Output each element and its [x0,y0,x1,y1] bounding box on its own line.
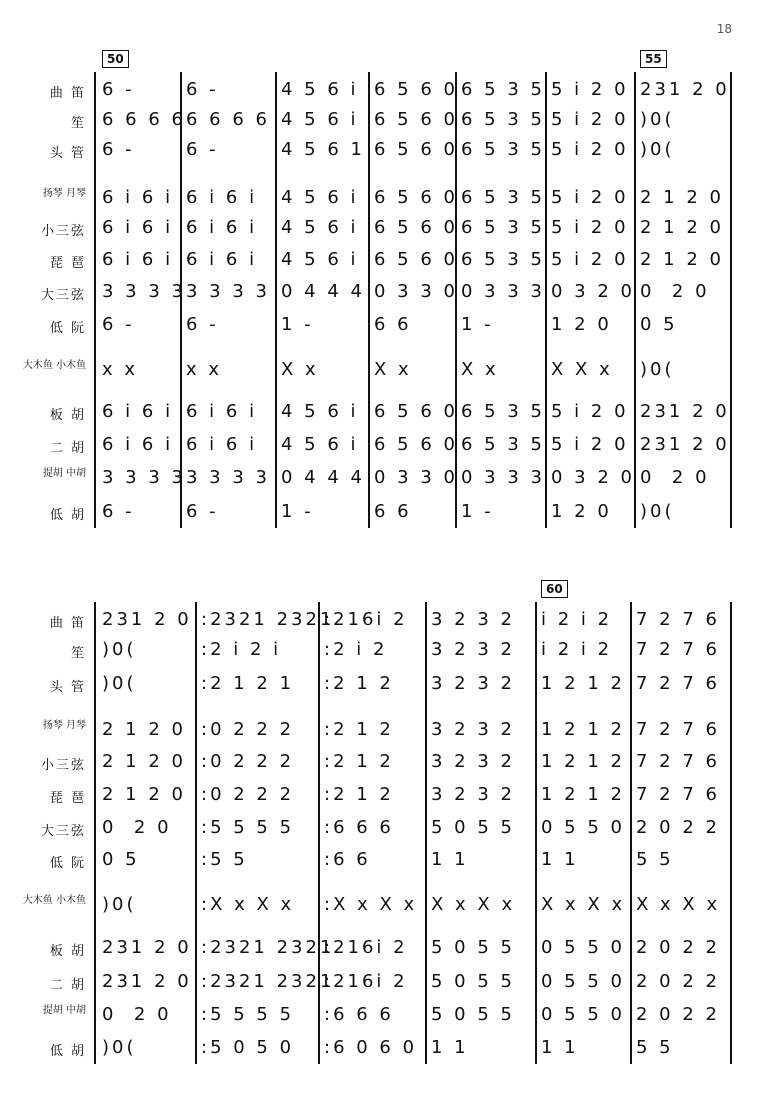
measure-notes: 2 0 2 2 [636,971,720,992]
measure-notes: 6 i 6 i [186,249,258,270]
measure-notes: 231 2 0 [102,937,192,958]
measure-notes: i 2 i 2 [541,609,613,630]
measure-notes: 1 1 [541,1037,579,1058]
instrument-label: 曲 笛 [49,616,86,631]
barline [730,72,732,528]
measure-notes: 6 - [186,79,219,100]
system-barline [94,72,96,528]
measure-notes: 6 5 3 5 [461,434,545,455]
measure-notes: 2 1 2 0 [640,249,724,270]
measure-notes: 3 2 3 2 [431,751,515,772]
instrument-label: 扬琴 月琴 [42,188,86,199]
measure-notes: 5 0 5 5 [431,817,515,838]
measure-notes: 0 5 [102,849,140,870]
measure-notes: x x [102,359,139,380]
measure-notes: 6 5 6 0 [374,79,458,100]
measure-notes: 231 2 0 [640,434,730,455]
instrument-label: 琵 琶 [49,791,86,806]
measure-notes: 2 1 2 0 [640,217,724,238]
rehearsal-mark: 60 [541,580,568,598]
measure-notes: :2321 2321 [201,971,335,992]
measure-notes: )0( [102,639,137,660]
measure-notes: )0( [102,894,137,915]
measure-notes: 5 i 2 0 [551,79,629,100]
measure-notes: 6 - [186,501,219,522]
measure-notes: )0( [640,501,675,522]
instrument-label: 扬琴 月琴 [42,720,86,731]
measure-notes: :2 1 2 [324,719,394,740]
rehearsal-mark: 55 [640,50,667,68]
measure-notes: 1 2 1 2 [541,673,625,694]
measure-notes: :0 2 2 2 [201,784,295,805]
measure-notes: 1 1 [431,849,469,870]
measure-notes: 231 2 0 [102,609,192,630]
measure-notes: 6 - [102,139,135,160]
instrument-label: 琵 琶 [49,256,86,271]
measure-notes: 5 i 2 0 [551,217,629,238]
instrument-label: 二 胡 [49,441,86,456]
measure-notes: :2321 2321 [201,609,335,630]
measure-notes: 4 5 6 i [281,401,359,422]
measure-notes: 6 5 6 0 [374,217,458,238]
measure-notes: :5 0 5 0 [201,1037,295,1058]
instrument-label: 低 阮 [49,321,86,336]
measure-notes: 231 2 0 [640,401,730,422]
measure-notes: 5 5 [636,849,674,870]
measure-notes: 2 0 2 2 [636,937,720,958]
measure-notes: 6 5 3 5 [461,401,545,422]
measure-notes: 6 - [102,501,135,522]
instrument-label: 头 管 [49,680,86,695]
measure-notes: 0 5 5 0 [541,937,625,958]
measure-notes: 0 2 0 [640,467,710,488]
measure-notes: :5 5 [201,849,248,870]
instrument-label: 大木鱼 小木鱼 [22,895,86,906]
measure-notes: 2 0 2 2 [636,1004,720,1025]
measure-notes: 6 5 3 5 [461,217,545,238]
measure-notes: 6 i 6 i [186,217,258,238]
measure-notes: 6 5 6 0 [374,109,458,130]
measure-notes: 0 3 2 0 [551,467,635,488]
measure-notes: 0 3 2 0 [551,281,635,302]
measure-notes: 0 2 0 [640,281,710,302]
measure-notes: 1 - [461,501,494,522]
measure-notes: 6 i 6 i [102,249,174,270]
measure-notes: 3 3 3 3 [102,281,186,302]
measure-notes: 6 i 6 i [186,434,258,455]
measure-notes: 6 - [102,79,135,100]
system-barline [94,602,96,1064]
measure-notes: 1 2 0 [551,501,612,522]
measure-notes: 231 2 0 [102,971,192,992]
measure-notes: 4 5 6 1 [281,139,365,160]
measure-notes: 0 5 5 0 [541,817,625,838]
measure-notes: 6 6 [374,314,412,335]
measure-notes: 0 4 4 4 [281,467,365,488]
measure-notes: 6 i 6 i [102,217,174,238]
measure-notes: 6 6 6 6 [186,109,270,130]
measure-notes: X x X x [541,894,626,915]
measure-notes: 6 i 6 i [186,187,258,208]
measure-notes: 1 - [281,314,314,335]
measure-notes: :X x X x [201,894,295,915]
measure-notes: 1 1 [431,1037,469,1058]
rehearsal-mark: 50 [102,50,129,68]
measure-notes: 4 5 6 i [281,434,359,455]
instrument-label: 大木鱼 小木鱼 [22,360,86,371]
instrument-label: 板 胡 [49,944,86,959]
measure-notes: 5 0 5 5 [431,937,515,958]
measure-notes: 6 5 6 0 [374,401,458,422]
measure-notes: :2 i 2 i [201,639,282,660]
measure-notes: 3 2 3 2 [431,609,515,630]
measure-notes: :2 i 2 [324,639,388,660]
measure-notes: :2321 2321 [201,937,335,958]
barline [535,602,537,1064]
measure-notes: 5 i 2 0 [551,249,629,270]
measure-notes: 2 1 2 0 [102,784,186,805]
instrument-label: 大三弦 [40,288,86,303]
instrument-label: 小三弦 [40,758,86,773]
measure-notes: 0 3 3 3 [461,467,545,488]
measure-notes: 6 5 6 0 [374,249,458,270]
measure-notes: 3 3 3 3 [186,281,270,302]
measure-notes: :0 2 2 2 [201,751,295,772]
measure-notes: 3 2 3 2 [431,673,515,694]
measure-notes: )0( [102,673,137,694]
measure-notes: 5 0 5 5 [431,1004,515,1025]
measure-notes: 3 2 3 2 [431,639,515,660]
measure-notes: :X x X x [324,894,418,915]
instrument-label: 头 管 [49,146,86,161]
measure-notes: :0 2 2 2 [201,719,295,740]
measure-notes: 4 5 6 i [281,79,359,100]
measure-notes: 6 5 3 5 [461,109,545,130]
measure-notes: 5 i 2 0 [551,401,629,422]
barline [730,602,732,1064]
measure-notes: 5 i 2 0 [551,109,629,130]
measure-notes: x x [186,359,223,380]
instrument-label: 曲 笛 [49,86,86,101]
measure-notes: 6 - [102,314,135,335]
measure-notes: 6 5 3 5 [461,139,545,160]
measure-notes: 5 i 2 0 [551,434,629,455]
measure-notes: 7 2 7 6 [636,639,720,660]
instrument-label: 板 胡 [49,408,86,423]
measure-notes: 3 3 3 3 [102,467,186,488]
instrument-label: 低 胡 [49,508,86,523]
measure-notes: 7 2 7 6 [636,673,720,694]
measure-notes: :5 5 5 5 [201,1004,295,1025]
measure-notes: 6 5 6 0 [374,434,458,455]
measure-notes: 6 i 6 i [102,401,174,422]
measure-notes: 6 - [186,139,219,160]
measure-notes: :6 6 6 [324,1004,394,1025]
measure-notes: 7 2 7 6 [636,784,720,805]
measure-notes: 7 2 7 6 [636,751,720,772]
measure-notes: 6 i 6 i [186,401,258,422]
measure-notes: :2 1 2 [324,784,394,805]
measure-notes: :6 6 6 [324,817,394,838]
measure-notes: 4 5 6 i [281,109,359,130]
measure-notes: X x [374,359,412,380]
measure-notes: 1 2 1 2 [541,719,625,740]
measure-notes: :216i 2 [324,937,408,958]
measure-notes: 0 3 3 3 [461,281,545,302]
measure-notes: )0( [102,1037,137,1058]
measure-notes: 0 4 4 4 [281,281,365,302]
measure-notes: 0 2 0 [102,1004,172,1025]
measure-notes: 1 - [461,314,494,335]
measure-notes: 7 2 7 6 [636,609,720,630]
measure-notes: 0 3 3 0 [374,467,458,488]
measure-notes: :6 0 6 0 [324,1037,418,1058]
measure-notes: 2 0 2 2 [636,817,720,838]
instrument-label: 低 阮 [49,856,86,871]
instrument-label: 大三弦 [40,824,86,839]
measure-notes: :216i 2 [324,609,408,630]
measure-notes: 5 5 [636,1037,674,1058]
measure-notes: :216i 2 [324,971,408,992]
measure-notes: 6 i 6 i [102,434,174,455]
measure-notes: :2 1 2 [324,673,394,694]
measure-notes: 7 2 7 6 [636,719,720,740]
measure-notes: :2 1 2 1 [201,673,295,694]
measure-notes: i 2 i 2 [541,639,613,660]
measure-notes: 3 2 3 2 [431,784,515,805]
measure-notes: X X x [551,359,613,380]
measure-notes: 6 5 3 5 [461,187,545,208]
measure-notes: 1 2 0 [551,314,612,335]
page-number: 18 [716,22,732,36]
measure-notes: X x [461,359,499,380]
measure-notes: :5 5 5 5 [201,817,295,838]
measure-notes: :6 6 [324,849,371,870]
measure-notes: X x X x [431,894,516,915]
measure-notes: 6 6 6 6 [102,109,186,130]
barline [318,602,320,1064]
measure-notes: 1 2 1 2 [541,751,625,772]
measure-notes: 6 - [186,314,219,335]
instrument-label: 笙 [70,646,86,661]
measure-notes: 6 5 3 5 [461,79,545,100]
measure-notes: 1 - [281,501,314,522]
measure-notes: 4 5 6 i [281,217,359,238]
measure-notes: 1 1 [541,849,579,870]
barline [368,72,370,528]
measure-notes: 2 1 2 0 [102,719,186,740]
measure-notes: 4 5 6 i [281,187,359,208]
instrument-label: 提胡 中胡 [42,1005,86,1016]
barline [275,72,277,528]
measure-notes: 0 5 5 0 [541,971,625,992]
measure-notes: 5 i 2 0 [551,139,629,160]
measure-notes: X x [281,359,319,380]
measure-notes: 6 i 6 i [102,187,174,208]
barline [545,72,547,528]
measure-notes: X x X x [636,894,721,915]
barline [425,602,427,1064]
barline [195,602,197,1064]
measure-notes: 5 i 2 0 [551,187,629,208]
measure-notes: 6 6 [374,501,412,522]
barline [630,602,632,1064]
measure-notes: :2 1 2 [324,751,394,772]
measure-notes: 3 3 3 3 [186,467,270,488]
measure-notes: 0 5 [640,314,678,335]
instrument-label: 提胡 中胡 [42,468,86,479]
measure-notes: 4 5 6 i [281,249,359,270]
measure-notes: 2 1 2 0 [640,187,724,208]
measure-notes: 0 2 0 [102,817,172,838]
measure-notes: 6 5 6 0 [374,139,458,160]
measure-notes: 231 2 0 [640,79,730,100]
measure-notes: )0( [640,109,675,130]
measure-notes: 0 5 5 0 [541,1004,625,1025]
measure-notes: 1 2 1 2 [541,784,625,805]
measure-notes: 5 0 5 5 [431,971,515,992]
measure-notes: 3 2 3 2 [431,719,515,740]
measure-notes: 6 5 6 0 [374,187,458,208]
instrument-label: 低 胡 [49,1044,86,1059]
instrument-label: 笙 [70,116,86,131]
measure-notes: 2 1 2 0 [102,751,186,772]
measure-notes: )0( [640,359,675,380]
instrument-label: 小三弦 [40,224,86,239]
measure-notes: 6 5 3 5 [461,249,545,270]
measure-notes: 0 3 3 0 [374,281,458,302]
measure-notes: )0( [640,139,675,160]
instrument-label: 二 胡 [49,978,86,993]
